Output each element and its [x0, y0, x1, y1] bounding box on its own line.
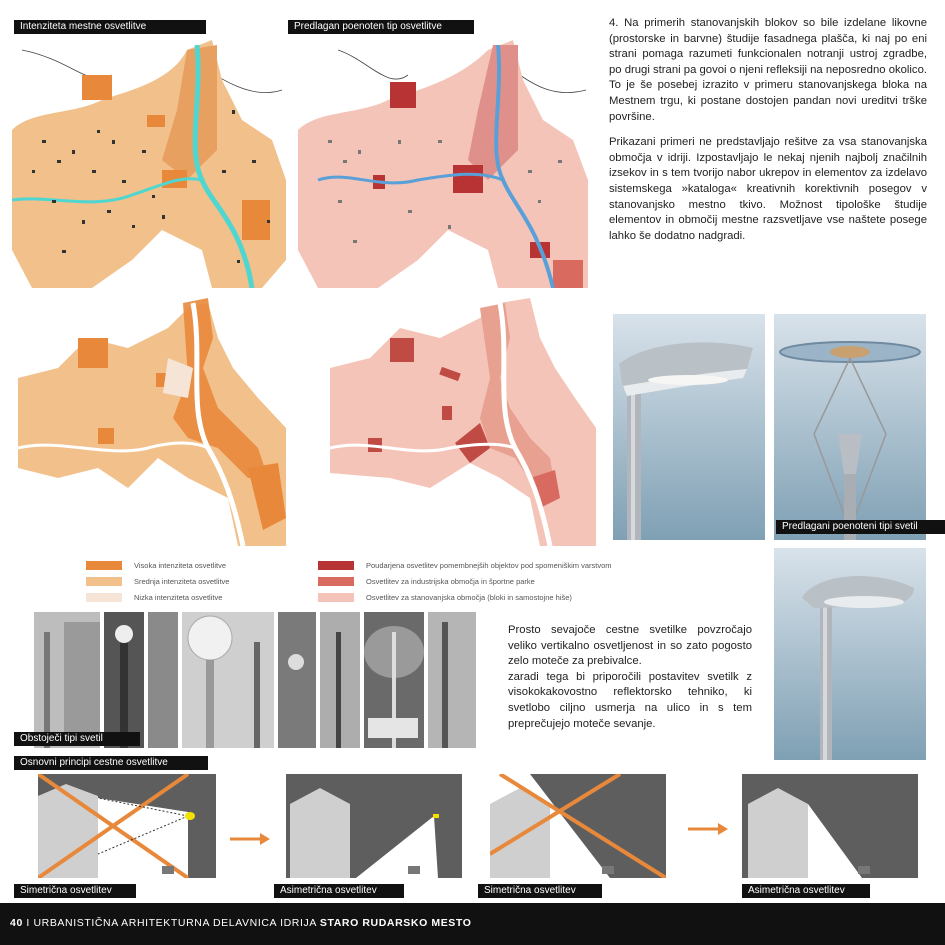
legend-swatch [318, 577, 354, 586]
diagram-asymmetric-2 [742, 774, 918, 878]
legend-swatch [86, 593, 122, 602]
diagram-symmetric-1 [38, 774, 216, 878]
arrow-2 [688, 822, 728, 834]
legend-item-medium: Srednja intenziteta osvetlitve [86, 577, 229, 586]
legend-item-monuments: Poudarjena osvetlitev pomembnejših objektov pod spomeniškim varstvom [318, 561, 612, 570]
legend-swatch [86, 561, 122, 570]
diagram-asymmetric-1 [286, 774, 462, 878]
lamp-photo-1 [613, 314, 765, 540]
lamps-label: Predlagani poenoteni tipi svetil [776, 520, 945, 534]
legend-item-residential: Osvetlitev za stanovanjska območja (bloki in samostojne hiše) [318, 593, 572, 602]
legend-swatch [318, 561, 354, 570]
map2-label: Predlagan poenoten tip osvetlitve [288, 20, 474, 34]
lamp-photo-2 [774, 314, 926, 540]
footer-bar [0, 903, 945, 945]
diagram2-label: Asimetrična osvetlitev [274, 884, 404, 898]
legend-swatch [318, 593, 354, 602]
page-number: 40 [10, 917, 23, 929]
legend-item-industrial: Osvetlitev za industrijska območja in športne parke [318, 577, 535, 586]
map1-label: Intenziteta mestne osvetlitve [14, 20, 206, 34]
paragraph-3: Prosto sevajoče cestne svetilke povzročajo veliko vertikalno osvetljenost in so zato pogosto zelo moteče za prebivalce. [508, 624, 752, 668]
principles-label: Osnovni principi cestne osvetlitve [14, 756, 208, 770]
zone-map-proposed [330, 298, 596, 546]
paragraph-4: zaradi tega bi priporočili postavitev svetilk z visokokakovostno reflektorsko tehniko, ki svetlobo ciljno usmerja na ulico in s tem preprečujejo moteče sevanje. [508, 670, 752, 730]
footer-separator: I [22, 917, 34, 929]
legend-item-low: Nizka intenziteta osvetlitve [86, 593, 222, 602]
footer-text [10, 917, 472, 929]
existing-lamps-strip [34, 612, 476, 748]
paragraph-2: Prikazani primeri ne predstavljajo rešitve za vsa stanovanjska območja v idriji. Izpostavljajo le nekaj njenih najbolj značilnih izsekov in s tem tvorijo nabor ukrepov in elementov za izdelavo sistemskega »kataloga« kreativnih korektivnih posegov v stanovanjsko mestno tkivo. Možnost tipološke študije elementov in območij mestne razsvetljave vse naštete posege lahko še dodatno nadgradi. [609, 136, 927, 242]
footer-subtitle: STARO RUDARSKO MESTO [319, 917, 472, 929]
legend-swatch [86, 577, 122, 586]
map-intensity [12, 20, 286, 288]
diagram1-label: Simetrična osvetlitev [14, 884, 136, 898]
diagram3-label: Simetrična osvetlitev [478, 884, 602, 898]
existing-label: Obstoječi tipi svetil [14, 732, 140, 746]
zone-map-intensity [18, 298, 286, 546]
streetlight-text [508, 623, 752, 732]
diagram4-label: Asimetrična osvetlitev [742, 884, 870, 898]
intro-text [609, 16, 927, 254]
lamp-photo-3 [774, 548, 926, 760]
arrow-1 [230, 832, 270, 844]
legend-item-high: Visoka intenziteta osvetlitve [86, 561, 226, 570]
diagram-symmetric-2 [490, 774, 666, 878]
paragraph-1: 4. Na primerih stanovanjskih blokov so bile izdelane likovne (prostorske in barvne) študije fasadnega plašča, ki naj po eni strani pomaga razumeti funkcionalen notranji ustroj zgradbe, po drugi strani pa govoi o njeni refleksiji na neposredno okolico. To je še posebej izrazito v primeru stanovanjskega bloka na Mestnem trgu, ki postane dostojen pandan novi ureditvi trške površine. [609, 17, 927, 123]
map-proposed-type [298, 20, 588, 288]
footer-title: URBANISTIČNA ARHITEKTURNA DELAVNICA IDRIJA [33, 917, 320, 929]
